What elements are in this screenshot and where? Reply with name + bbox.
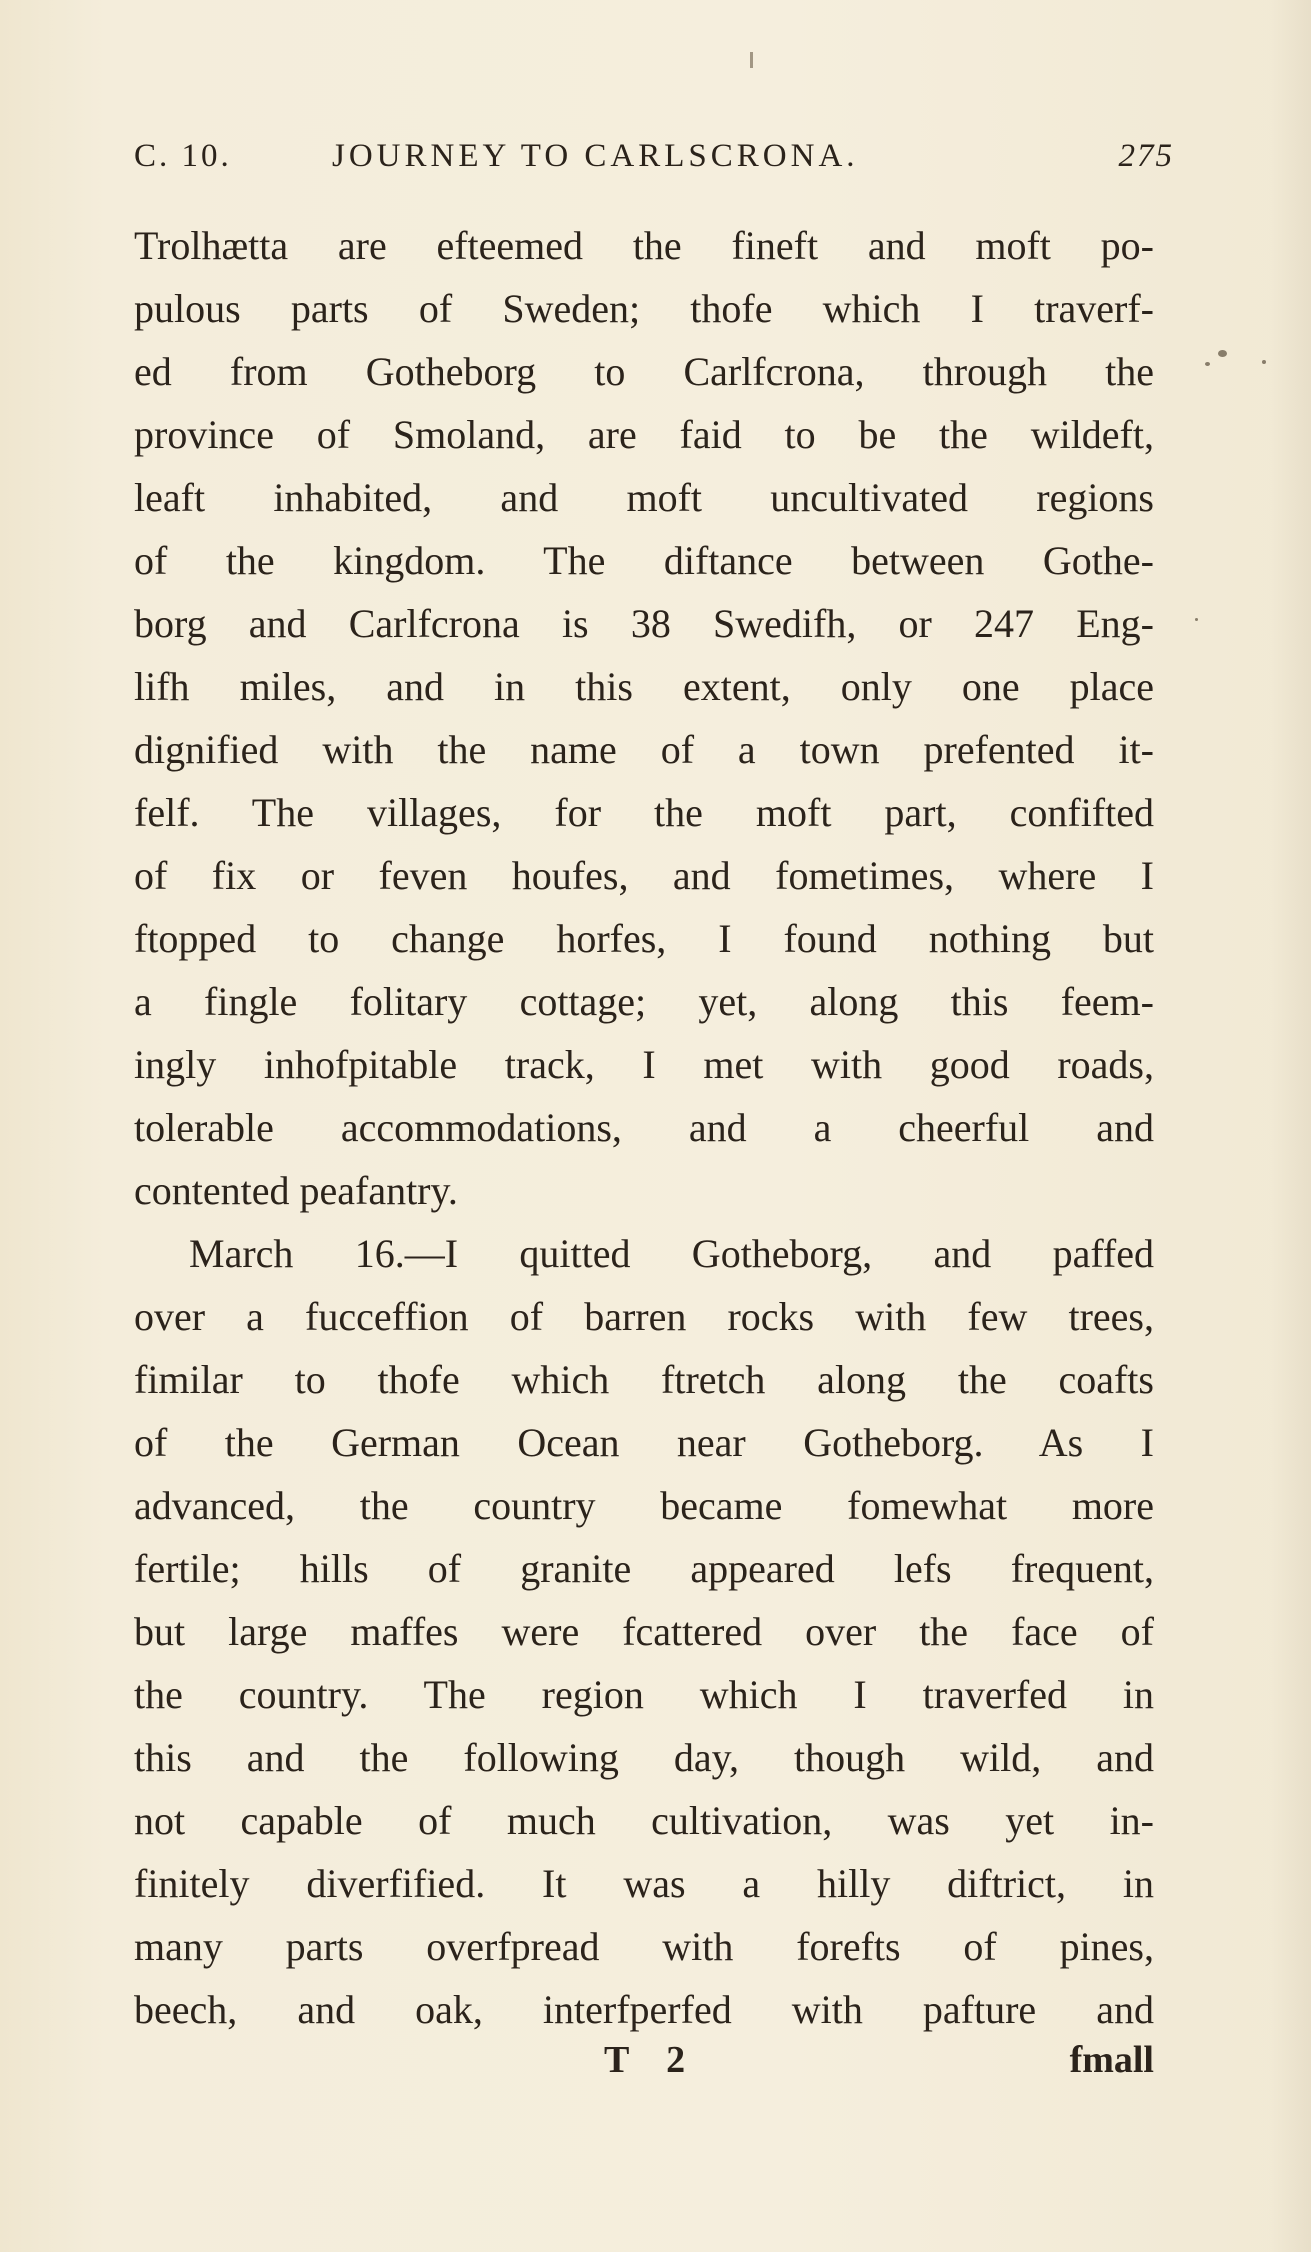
printer-mark (750, 52, 753, 68)
running-header (134, 138, 1174, 198)
text-line: tolerable accommodations, and a cheerful and (134, 1105, 1154, 1150)
text-line: lifh miles, and in this extent, only one place (134, 664, 1154, 709)
text-line: advanced, the country became fomewhat more (134, 1483, 1154, 1528)
text-line: but large maffes were fcattered over the face of (134, 1609, 1154, 1654)
text-line: not capable of much cultivation, was yet in- (134, 1798, 1154, 1843)
catchword: fmall (1069, 2039, 1154, 2081)
text-line: ftopped to change horfes, I found nothing but (134, 916, 1154, 961)
text-line: dignified with the name of a town prefented it- (134, 727, 1154, 772)
text-line: leaft inhabited, and moft uncultivated regions (134, 475, 1154, 520)
page-footer (134, 2038, 1154, 2108)
ink-speck (1262, 360, 1266, 364)
page-number: 275 (1118, 138, 1174, 174)
ink-speck (1205, 362, 1210, 366)
text-line: fertile; hills of granite appeared lefs frequent, (134, 1546, 1154, 1591)
text-line: beech, and oak, interfperfed with pafture and (134, 1987, 1154, 2032)
text-line: felf. The villages, for the moft part, confifted (134, 790, 1154, 835)
text-line: a fingle folitary cottage; yet, along this feem- (134, 979, 1154, 1024)
chapter-marker: C. 10. (134, 138, 232, 174)
body-text (134, 214, 1154, 2041)
text-line: of the kingdom. The diftance between Gothe- (134, 538, 1154, 583)
text-line: over a fucceffion of barren rocks with few trees, (134, 1294, 1154, 1339)
text-line: March 16.—I quitted Gotheborg, and paffed (189, 1231, 1154, 1276)
text-line: contented peafantry. (134, 1168, 458, 1213)
text-line: province of Smoland, are faid to be the wildeft, (134, 412, 1154, 457)
signature-mark: T 2 (604, 2039, 700, 2081)
text-line: of the German Ocean near Gotheborg. As I (134, 1420, 1154, 1465)
text-line: of fix or feven houfes, and fometimes, where I (134, 853, 1154, 898)
ink-speck (1195, 618, 1198, 621)
text-line: fimilar to thofe which ftretch along the coafts (134, 1357, 1154, 1402)
text-line: ed from Gotheborg to Carlfcrona, through the (134, 349, 1154, 394)
text-line: ingly inhofpitable track, I met with good roads, (134, 1042, 1154, 1087)
gutter-shadow (1271, 0, 1311, 2252)
running-title: JOURNEY TO CARLSCRONA. (332, 138, 859, 174)
text-line: this and the following day, though wild, and (134, 1735, 1154, 1780)
text-line: Trolhætta are efteemed the fineft and moft po- (134, 223, 1154, 268)
text-line: borg and Carlfcrona is 38 Swedifh, or 247 Eng- (134, 601, 1154, 646)
text-line: finitely diverfified. It was a hilly diftrict, in (134, 1861, 1154, 1906)
text-line: many parts overfpread with forefts of pines, (134, 1924, 1154, 1969)
text-line: pulous parts of Sweden; thofe which I traverf- (134, 286, 1154, 331)
ink-speck (1218, 350, 1227, 357)
text-line: the country. The region which I traverfed in (134, 1672, 1154, 1717)
